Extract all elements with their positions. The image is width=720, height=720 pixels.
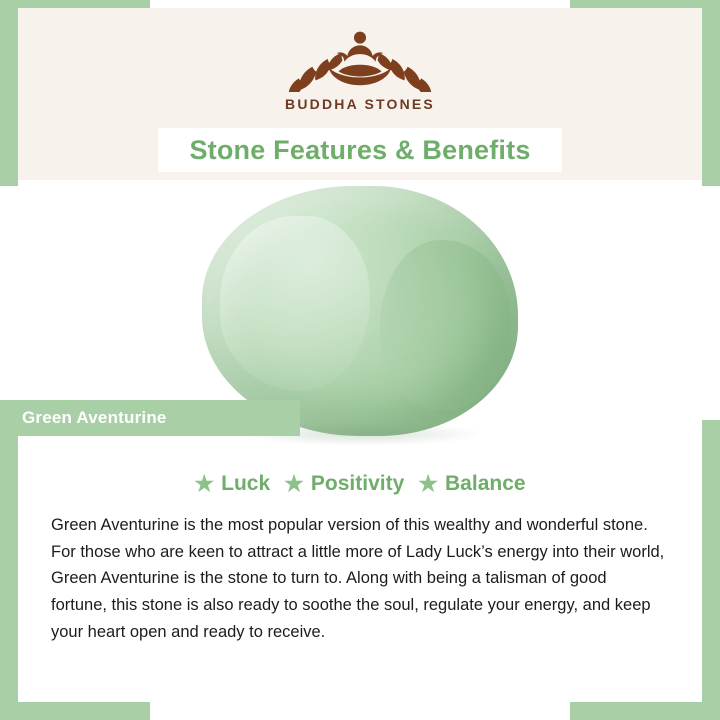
- page-title: [158, 128, 562, 172]
- benefits-description: Green Aventurine is the most popular version of this wealthy and wonderful stone. For those who are keen to attract a little more of Lady Luck’s energy into their world, Green Aventurine is the stone to turn to. Along with being a talisman of good fortune, this stone is also ready to soothe the soul, regulate your energy, and keep your heart open and ready to receive.: [51, 516, 665, 641]
- stone-name-ribbon: [0, 400, 300, 436]
- frame-corner-bottom-left-horizontal: [0, 702, 150, 720]
- brand-name: BUDDHA STONES: [285, 96, 435, 112]
- page-title-text: Stone Features & Benefits: [189, 134, 531, 165]
- lotus-meditation-icon: [275, 24, 445, 92]
- star-icon: ★: [284, 471, 304, 496]
- frame-corner-bottom-right-horizontal: [570, 702, 720, 720]
- benefit-keywords: [18, 472, 702, 496]
- benefit-keyword-label: Balance: [445, 472, 526, 495]
- frame-corner-bottom-right-vertical: [702, 420, 720, 720]
- benefit-keyword-luck: [194, 472, 270, 496]
- stone-name-label: Green Aventurine: [22, 408, 167, 427]
- benefit-keyword-label: Positivity: [310, 472, 405, 495]
- frame-corner-bottom-left-vertical: [0, 420, 18, 720]
- frame-corner-top-right-vertical: [702, 0, 720, 186]
- stone-shade-right: [380, 240, 510, 410]
- benefit-keyword-positivity: [284, 472, 404, 496]
- star-icon: ★: [194, 471, 215, 496]
- frame-corner-top-left-vertical: [0, 0, 18, 186]
- stone-body: [202, 186, 518, 436]
- star-icon: ★: [418, 471, 439, 496]
- benefits-panel: [18, 452, 702, 668]
- brand-logo: [275, 24, 445, 112]
- benefit-keyword-balance: [418, 472, 525, 496]
- stone-highlight-left: [220, 216, 370, 391]
- benefit-keyword-label: Luck: [221, 472, 271, 495]
